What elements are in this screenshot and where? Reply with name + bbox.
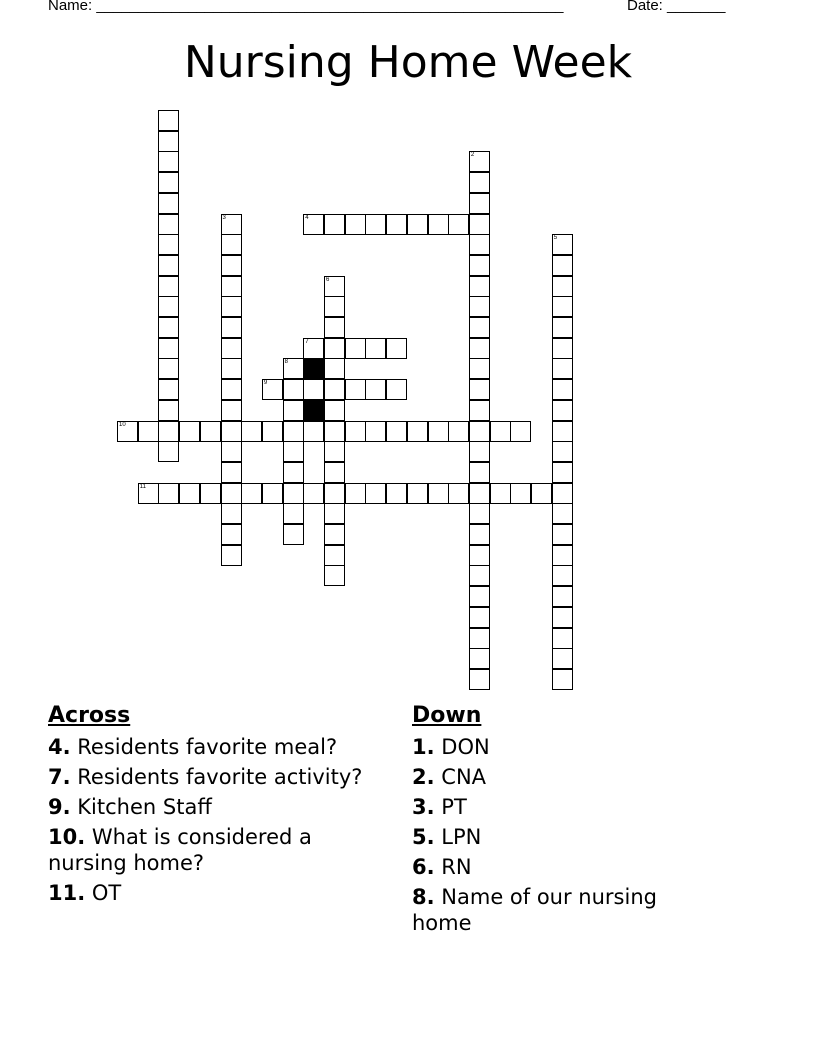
crossword-cell[interactable] [158, 483, 179, 504]
crossword-cell[interactable] [283, 483, 304, 504]
crossword-cell[interactable] [221, 379, 242, 400]
crossword-cell[interactable] [469, 669, 490, 690]
clue-text: Residents favorite meal? [77, 735, 338, 759]
crossword-cell[interactable] [469, 317, 490, 338]
crossword-cell[interactable] [469, 441, 490, 462]
clue-down-2 [412, 764, 712, 790]
crossword-cell[interactable] [324, 483, 345, 504]
crossword-cell[interactable] [552, 296, 573, 317]
clue-text: LPN [441, 825, 482, 849]
clue-number: 4. [48, 735, 71, 759]
clue-across-10 [48, 824, 393, 876]
crossword-cell[interactable] [469, 338, 490, 359]
crossword-cell[interactable] [469, 296, 490, 317]
crossword-cell[interactable] [324, 214, 345, 235]
crossword-cell[interactable] [552, 234, 573, 255]
crossword-cell[interactable] [469, 379, 490, 400]
crossword-cell[interactable] [303, 214, 324, 235]
clue-text: OT [91, 881, 122, 905]
crossword-cell[interactable] [221, 400, 242, 421]
crossword-cell[interactable] [552, 276, 573, 297]
crossword-cell[interactable] [552, 400, 573, 421]
clue-across-9 [48, 794, 393, 820]
crossword-cell[interactable] [221, 358, 242, 379]
crossword-cell[interactable] [324, 358, 345, 379]
crossword-cell[interactable] [469, 607, 490, 628]
crossword-cell[interactable] [158, 255, 179, 276]
crossword-cell[interactable] [552, 441, 573, 462]
crossword-cell[interactable] [221, 545, 242, 566]
clue-across-7 [48, 764, 393, 790]
clue-text: DON [441, 735, 490, 759]
crossword-cell[interactable] [158, 276, 179, 297]
crossword-cell[interactable] [469, 151, 490, 172]
page-title: Nursing Home Week [183, 37, 633, 88]
crossword-cell[interactable] [262, 483, 283, 504]
crossword-cell[interactable] [324, 317, 345, 338]
crossword-cell[interactable] [490, 483, 511, 504]
crossword-cell[interactable] [469, 545, 490, 566]
crossword-cell[interactable] [407, 214, 428, 235]
crossword-cell[interactable] [138, 483, 159, 504]
crossword-cell[interactable] [469, 255, 490, 276]
crossword-cell[interactable] [221, 255, 242, 276]
crossword-cell[interactable] [552, 648, 573, 669]
crossword-cell[interactable] [469, 400, 490, 421]
crossword-cell[interactable] [552, 503, 573, 524]
crossword-cell[interactable] [158, 110, 179, 131]
crossword-cell[interactable] [531, 483, 552, 504]
crossword-cell[interactable] [241, 421, 262, 442]
crossword-cell[interactable] [469, 276, 490, 297]
crossword-cell[interactable] [158, 441, 179, 462]
crossword-cell[interactable] [221, 296, 242, 317]
cell-number: 10 [119, 421, 126, 428]
crossword-cell[interactable] [324, 276, 345, 297]
crossword-cell[interactable] [448, 214, 469, 235]
down-clues [412, 702, 712, 940]
crossword-cell[interactable] [324, 421, 345, 442]
crossword-cell[interactable] [365, 214, 386, 235]
clue-across-11 [48, 880, 393, 906]
crossword-cell[interactable] [365, 338, 386, 359]
crossword-cell[interactable] [158, 421, 179, 442]
crossword-cell[interactable] [552, 607, 573, 628]
crossword-cell[interactable] [221, 234, 242, 255]
clue-text: RN [441, 855, 472, 879]
clue-down-3 [412, 794, 712, 820]
crossword-cell[interactable] [324, 400, 345, 421]
crossword-cell[interactable] [324, 545, 345, 566]
clue-number: 1. [412, 735, 435, 759]
crossword-cell[interactable] [324, 565, 345, 586]
crossword-black-cell [303, 400, 324, 421]
clue-text: PT [441, 795, 467, 819]
name-field-label: Name: ________________________________________________________ [48, 0, 564, 14]
clue-number: 5. [412, 825, 435, 849]
crossword-cell[interactable] [158, 379, 179, 400]
crossword-cell[interactable] [345, 338, 366, 359]
clue-number: 11. [48, 881, 86, 905]
crossword-cell[interactable] [469, 193, 490, 214]
crossword-cell[interactable] [386, 214, 407, 235]
crossword-cell[interactable] [552, 483, 573, 504]
crossword-cell[interactable] [345, 379, 366, 400]
date-field-label: Date: _______ [627, 0, 726, 14]
crossword-cell[interactable] [283, 400, 304, 421]
crossword-cell[interactable] [158, 131, 179, 152]
crossword-cell[interactable] [221, 421, 242, 442]
crossword-cell[interactable] [158, 172, 179, 193]
crossword-cell[interactable] [365, 421, 386, 442]
crossword-cell[interactable] [200, 483, 221, 504]
crossword-cell[interactable] [221, 503, 242, 524]
clue-text: Kitchen Staff [77, 795, 212, 819]
crossword-cell[interactable] [345, 214, 366, 235]
crossword-cell[interactable] [469, 358, 490, 379]
crossword-cell[interactable] [221, 214, 242, 235]
clue-number: 8. [412, 885, 435, 909]
crossword-cell[interactable] [221, 317, 242, 338]
crossword-cell[interactable] [221, 524, 242, 545]
cell-number: 9 [263, 380, 268, 387]
clue-down-8 [412, 884, 712, 936]
crossword-cell[interactable] [324, 379, 345, 400]
crossword-cell[interactable] [221, 462, 242, 483]
cell-number: 4 [305, 214, 309, 221]
cell-number: 5 [553, 235, 558, 242]
crossword-cell[interactable] [469, 503, 490, 524]
crossword-cell[interactable] [469, 462, 490, 483]
crossword-cell[interactable] [262, 379, 283, 400]
clue-text: CNA [441, 765, 487, 789]
crossword-cell[interactable] [386, 338, 407, 359]
crossword-cell[interactable] [365, 379, 386, 400]
crossword-cell[interactable] [345, 483, 366, 504]
crossword-black-cell [303, 358, 324, 379]
crossword-cell[interactable] [158, 296, 179, 317]
crossword-cell[interactable] [324, 462, 345, 483]
crossword-cell[interactable] [303, 338, 324, 359]
crossword-cell[interactable] [386, 379, 407, 400]
crossword-cell[interactable] [552, 524, 573, 545]
crossword-cell[interactable] [552, 317, 573, 338]
crossword-cell[interactable] [552, 565, 573, 586]
crossword-cell[interactable] [552, 421, 573, 442]
crossword-cell[interactable] [510, 483, 531, 504]
crossword-cell[interactable] [283, 462, 304, 483]
crossword-cell[interactable] [469, 565, 490, 586]
crossword-cell[interactable] [200, 421, 221, 442]
crossword-cell[interactable] [221, 276, 242, 297]
crossword-cell[interactable] [386, 421, 407, 442]
crossword-cell[interactable] [324, 296, 345, 317]
crossword-cell[interactable] [158, 214, 179, 235]
crossword-cell[interactable] [552, 255, 573, 276]
crossword-cell[interactable] [552, 338, 573, 359]
crossword-cell[interactable] [158, 400, 179, 421]
crossword-cell[interactable] [324, 524, 345, 545]
crossword-cell[interactable] [221, 338, 242, 359]
crossword-cell[interactable] [158, 317, 179, 338]
crossword-cell[interactable] [179, 483, 200, 504]
crossword-cell[interactable] [324, 503, 345, 524]
crossword-cell[interactable] [407, 421, 428, 442]
crossword-cell[interactable] [469, 483, 490, 504]
clue-number: 6. [412, 855, 435, 879]
crossword-cell[interactable] [552, 586, 573, 607]
crossword-cell[interactable] [117, 421, 138, 442]
down-heading: Down [412, 703, 482, 728]
clue-text: What is considered a nursing home? [48, 825, 312, 875]
crossword-cell[interactable] [303, 421, 324, 442]
clue-text: Name of our nursing home [412, 885, 657, 935]
across-clues [48, 702, 393, 910]
crossword-cell[interactable] [448, 483, 469, 504]
crossword-cell[interactable] [283, 379, 304, 400]
cell-number: 8 [284, 359, 288, 366]
clue-number: 3. [412, 795, 435, 819]
crossword-cell[interactable] [158, 151, 179, 172]
crossword-cell[interactable] [138, 421, 159, 442]
crossword-cell[interactable] [283, 524, 304, 545]
crossword-cell[interactable] [428, 214, 449, 235]
crossword-cell[interactable] [158, 234, 179, 255]
cell-number: 6 [326, 276, 330, 283]
crossword-cell[interactable] [469, 648, 490, 669]
crossword-cell[interactable] [262, 421, 283, 442]
crossword-cell[interactable] [221, 441, 242, 462]
clue-number: 9. [48, 795, 71, 819]
cell-number: 11 [139, 483, 146, 490]
cell-number: 2 [470, 152, 475, 159]
crossword-cell[interactable] [552, 379, 573, 400]
crossword-cell[interactable] [552, 669, 573, 690]
clue-number: 2. [412, 765, 435, 789]
crossword-cell[interactable] [303, 379, 324, 400]
crossword-cell[interactable] [283, 503, 304, 524]
clue-number: 7. [48, 765, 71, 789]
crossword-cell[interactable] [469, 586, 490, 607]
crossword-cell[interactable] [283, 358, 304, 379]
crossword-cell[interactable] [283, 441, 304, 462]
clue-across-4 [48, 734, 393, 760]
clue-down-6 [412, 854, 712, 880]
clue-down-1 [412, 734, 712, 760]
crossword-cell[interactable] [469, 172, 490, 193]
crossword-cell[interactable] [469, 234, 490, 255]
crossword-cell[interactable] [469, 214, 490, 235]
crossword-cell[interactable] [428, 421, 449, 442]
crossword-cell[interactable] [179, 421, 200, 442]
cell-number: 7 [305, 338, 309, 345]
crossword-cell[interactable] [345, 421, 366, 442]
crossword-cell[interactable] [552, 462, 573, 483]
crossword-cell[interactable] [283, 421, 304, 442]
crossword-cell[interactable] [428, 483, 449, 504]
crossword-cell[interactable] [158, 338, 179, 359]
crossword-cell[interactable] [386, 483, 407, 504]
crossword-cell[interactable] [469, 524, 490, 545]
crossword-cell[interactable] [552, 545, 573, 566]
crossword-cell[interactable] [221, 483, 242, 504]
crossword-cell[interactable] [158, 193, 179, 214]
crossword-cell[interactable] [469, 628, 490, 649]
crossword-cell[interactable] [303, 483, 324, 504]
crossword-cell[interactable] [552, 358, 573, 379]
crossword-cell[interactable] [510, 421, 531, 442]
clue-number: 10. [48, 825, 86, 849]
crossword-cell[interactable] [552, 628, 573, 649]
crossword-cell[interactable] [469, 421, 490, 442]
crossword-cell[interactable] [407, 483, 428, 504]
crossword-cell[interactable] [490, 421, 511, 442]
across-heading: Across [48, 703, 131, 728]
crossword-cell[interactable] [324, 338, 345, 359]
crossword-cell[interactable] [158, 358, 179, 379]
clue-text: Residents favorite activity? [77, 765, 363, 789]
crossword-cell[interactable] [448, 421, 469, 442]
crossword-cell[interactable] [241, 483, 262, 504]
cell-number: 3 [222, 214, 226, 221]
crossword-cell[interactable] [365, 483, 386, 504]
clue-down-5 [412, 824, 712, 850]
crossword-cell[interactable] [324, 441, 345, 462]
